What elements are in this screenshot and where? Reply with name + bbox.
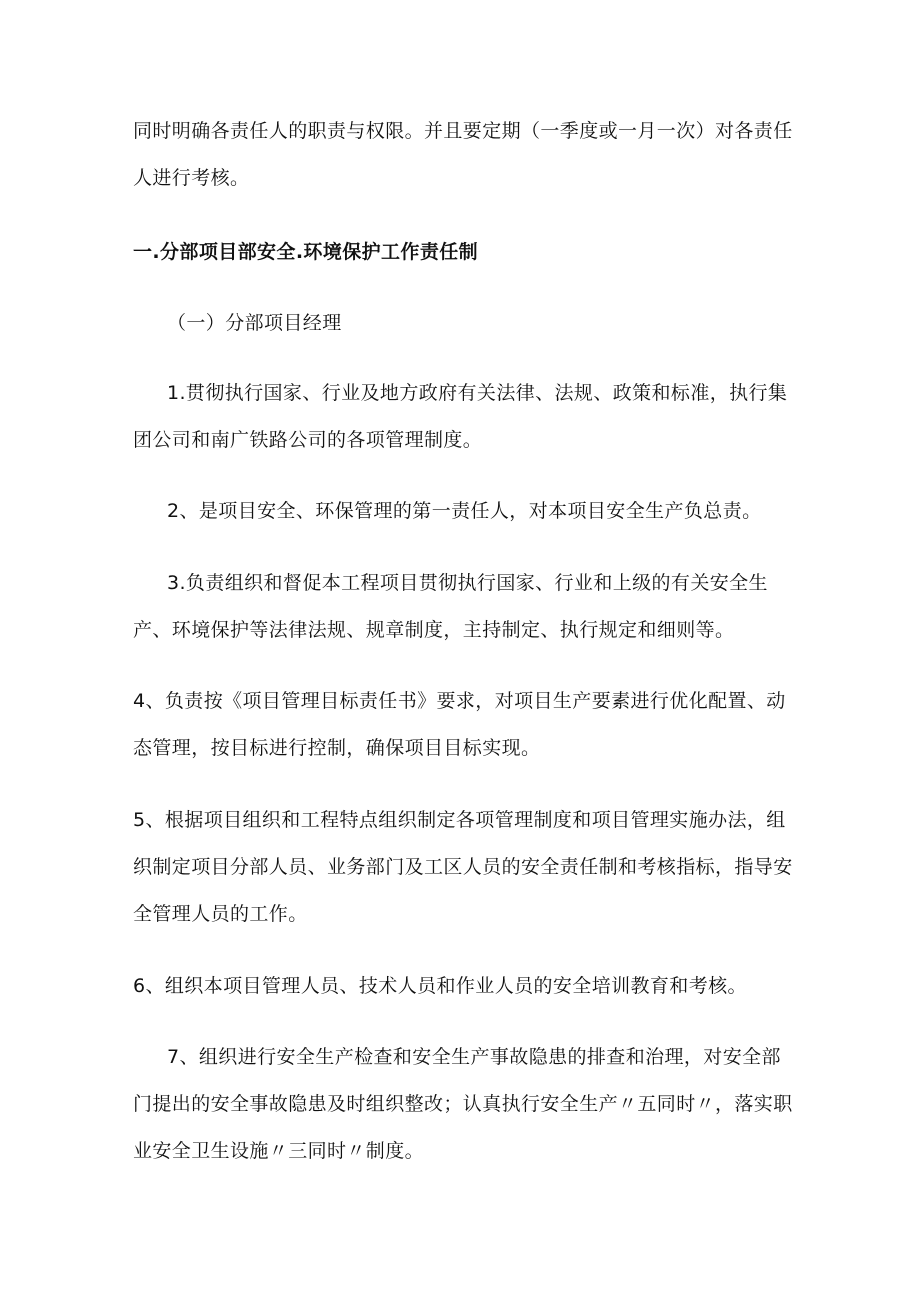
subsection-heading: （一）分部项目经理 [167, 312, 342, 334]
list-item-2: 2、是项目安全、环保管理的第一责任人，对本项目安全生产负总责。 [167, 500, 762, 522]
section-heading: 一.分部项目部安全.环境保护工作责任制 [133, 241, 479, 263]
list-item-5: 5、根据项目组织和工程特点组织制定各项管理制度和项目管理实施办法，组织制定项目分部人员、业务部门及工区人员的安全责任制和考核指标，指导安全管理人员的工作。 [133, 809, 793, 925]
paragraph-intro: 同时明确各责任人的职责与权限。并且要定期（一季度或一月一次）对各责任人进行考核。 [133, 120, 793, 189]
list-item-7: 7、组织进行安全生产检查和安全生产事故隐患的排查和治理，对安全部门提出的安全事故隐患及时组织整改；认真执行安全生产〃五同时〃，落实职业安全卫生设施〃三同时〃制度。 [133, 1046, 793, 1162]
list-item-6: 6、组织本项目管理人员、技术人员和作业人员的安全培训教育和考核。 [133, 975, 747, 997]
list-item-3: 3.负责组织和督促本工程项目贯彻执行国家、行业和上级的有关安全生产、环境保护等法律法规、规章制度，主持制定、执行规定和细则等。 [133, 572, 768, 641]
list-item-4: 4、负责按《项目管理目标责任书》要求，对项目生产要素进行优化配置、动态管理，按目标进行控制，确保项目目标实现。 [133, 690, 786, 759]
list-item-1: 1.贯彻执行国家、行业及地方政府有关法律、法规、政策和标准，执行集团公司和南广铁路公司的各项管理制度。 [133, 382, 788, 451]
